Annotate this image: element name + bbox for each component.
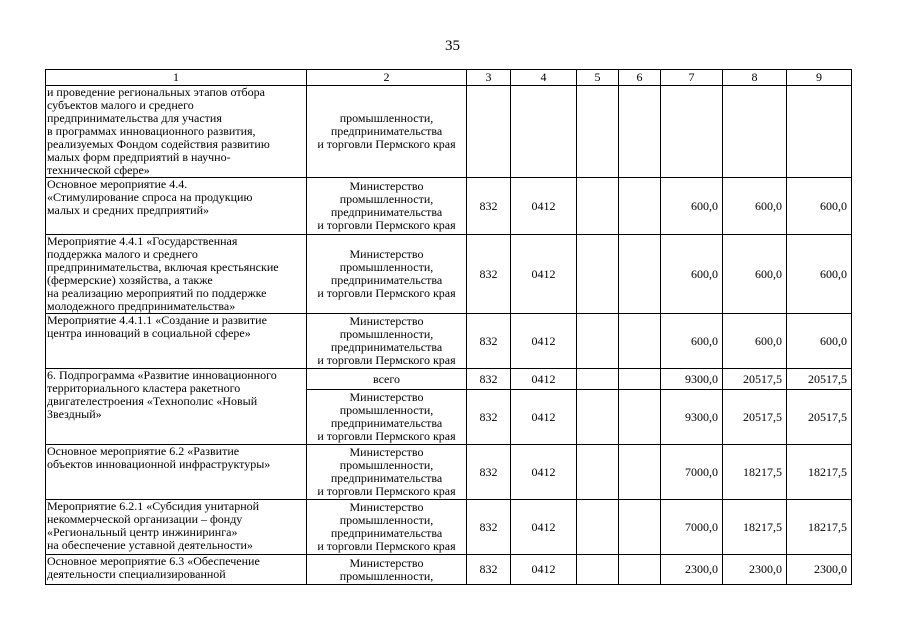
- responsible-org-line: Министерство: [349, 555, 424, 570]
- amount-cell: 600,0: [723, 235, 787, 314]
- amount-cell: 9300,0: [661, 369, 723, 390]
- column-number: 1: [46, 70, 307, 86]
- column-number: 6: [619, 70, 661, 86]
- empty-cell: [577, 445, 619, 500]
- amount-cell: 20517,5: [787, 390, 852, 445]
- budget-table: [45, 69, 852, 585]
- responsible-org-line: предпринимательства: [330, 526, 443, 540]
- code-cell: 832: [467, 500, 511, 555]
- activity-name-line: (фермерские) хозяйства, а также: [47, 273, 213, 287]
- empty-cell: [619, 390, 661, 445]
- amount-cell: 20517,5: [787, 369, 852, 390]
- column-number: 8: [723, 70, 787, 86]
- activity-name-line: малых и средних предприятий»: [47, 203, 210, 217]
- empty-cell: [577, 555, 619, 585]
- empty-cell: [577, 178, 619, 235]
- activity-name-line: территориального кластера ракетного: [47, 381, 241, 395]
- amount-cell: [661, 86, 723, 178]
- section-cell: 0412: [511, 500, 577, 555]
- responsible-org: [307, 390, 467, 445]
- column-number: 4: [511, 70, 577, 86]
- activity-name-line: Мероприятие 4.4.1.1 «Создание и развитие: [47, 313, 267, 327]
- activity-name-line: Мероприятие 4.4.1 «Государственная: [47, 234, 238, 248]
- activity-name-line: Основное мероприятие 6.2 «Развитие: [47, 444, 240, 458]
- responsible-org-line: Министерство: [349, 314, 424, 328]
- responsible-org-line: и торговли Пермского края: [317, 286, 456, 300]
- amount-cell: 7000,0: [661, 445, 723, 500]
- table-row: [46, 314, 852, 369]
- activity-name: [46, 555, 307, 585]
- responsible-org-line: и торговли Пермского края: [317, 137, 456, 151]
- empty-cell: [619, 314, 661, 369]
- responsible-org-line: предпринимательства: [330, 273, 443, 287]
- amount-cell: [787, 86, 852, 178]
- activity-name-line: некоммерческой организации – фонду: [47, 512, 243, 526]
- activity-name-line: предпринимательства для участия: [47, 111, 222, 125]
- empty-cell: [577, 235, 619, 314]
- code-cell: 832: [467, 555, 511, 585]
- section-cell: [511, 86, 577, 178]
- empty-cell: [619, 555, 661, 585]
- activity-name: [46, 235, 307, 314]
- activity-name-line: поддержка малого и среднего: [47, 247, 198, 261]
- responsible-org-line: промышленности,: [339, 513, 434, 527]
- amount-cell: 600,0: [661, 235, 723, 314]
- amount-cell: 2300,0: [787, 555, 852, 585]
- activity-name-line: Мероприятие 6.2.1 «Субсидия унитарной: [47, 499, 260, 513]
- column-number: 3: [467, 70, 511, 86]
- responsible-org: [307, 314, 467, 369]
- amount-cell: 600,0: [787, 314, 852, 369]
- responsible-org-line: промышленности,: [339, 403, 434, 417]
- amount-cell: 2300,0: [661, 555, 723, 585]
- table-row: [46, 445, 852, 500]
- activity-name-line: реализуемых Фондом содействия развитию: [47, 137, 270, 151]
- responsible-org: [307, 178, 467, 235]
- responsible-org-line: Министерство: [349, 445, 424, 459]
- section-cell: 0412: [511, 369, 577, 390]
- responsible-org: [307, 369, 467, 390]
- amount-cell: 18217,5: [723, 500, 787, 555]
- activity-name-line: «Региональный центр инжиниринга»: [47, 525, 238, 539]
- responsible-org-line: и торговли Пермского края: [317, 353, 456, 367]
- empty-cell: [619, 445, 661, 500]
- responsible-org-line: и торговли Пермского края: [317, 218, 456, 232]
- activity-name-line: Основное мероприятие 4.4.: [47, 177, 188, 191]
- responsible-org: [307, 555, 467, 585]
- column-number: 7: [661, 70, 723, 86]
- responsible-org-line: Министерство: [349, 500, 424, 514]
- activity-name: [46, 500, 307, 555]
- responsible-org-line: промышленности,: [339, 458, 434, 472]
- activity-name: [46, 86, 307, 178]
- code-cell: 832: [467, 178, 511, 235]
- responsible-org: [307, 235, 467, 314]
- responsible-org-line: и торговли Пермского края: [317, 484, 456, 498]
- responsible-org-line: предпринимательства: [330, 340, 443, 354]
- amount-cell: [723, 86, 787, 178]
- responsible-org-line: и торговли Пермского края: [317, 539, 456, 553]
- responsible-org-line: промышленности,: [339, 192, 434, 206]
- amount-cell: 18217,5: [787, 500, 852, 555]
- responsible-org: [307, 445, 467, 500]
- empty-cell: [619, 369, 661, 390]
- activity-name-line: «Стимулирование спроса на продукцию: [47, 190, 253, 204]
- activity-name: [46, 445, 307, 500]
- activity-name-line: 6. Подпрограмма «Развитие инновационного: [47, 368, 277, 382]
- amount-cell: 600,0: [787, 235, 852, 314]
- activity-name-line: молодежного предпринимательства»: [47, 299, 236, 313]
- section-cell: 0412: [511, 178, 577, 235]
- table-row: [46, 500, 852, 555]
- responsible-org-line: предпринимательства: [330, 124, 443, 138]
- code-cell: 832: [467, 390, 511, 445]
- code-cell: 832: [467, 369, 511, 390]
- code-cell: 832: [467, 314, 511, 369]
- empty-cell: [619, 235, 661, 314]
- activity-name-line: на обеспечение уставной деятельности»: [47, 538, 253, 552]
- amount-cell: 600,0: [723, 314, 787, 369]
- column-number-row: [46, 70, 852, 86]
- page-number: 35: [445, 38, 460, 54]
- code-cell: 832: [467, 235, 511, 314]
- activity-name-line: и проведение региональных этапов отбора: [47, 85, 265, 99]
- activity-name-line: на реализацию мероприятий по поддержке: [47, 286, 267, 300]
- responsible-org-line: всего: [372, 371, 401, 386]
- empty-cell: [619, 178, 661, 235]
- activity-name: [46, 178, 307, 235]
- responsible-org-line: и торговли Пермского края: [317, 429, 456, 443]
- activity-name-line: технической сфере»: [47, 163, 150, 177]
- amount-cell: 600,0: [787, 178, 852, 235]
- column-number: 5: [577, 70, 619, 86]
- activity-name-line: предпринимательства, включая крестьянские: [47, 260, 279, 274]
- table-row: [46, 86, 852, 178]
- empty-cell: [577, 500, 619, 555]
- empty-cell: [619, 500, 661, 555]
- activity-name: [46, 314, 307, 369]
- amount-cell: 18217,5: [723, 445, 787, 500]
- responsible-org-line: Министерство: [349, 179, 424, 193]
- responsible-org-line: предпринимательства: [330, 471, 443, 485]
- activity-name-line: объектов инновационной инфраструктуры»: [47, 457, 271, 471]
- activity-name-line: в программах инновационного развития,: [47, 124, 256, 138]
- activity-name-line: малых форм предприятий в научно-: [47, 150, 231, 164]
- empty-cell: [577, 314, 619, 369]
- amount-cell: 600,0: [661, 314, 723, 369]
- activity-name: [46, 369, 307, 445]
- section-cell: 0412: [511, 390, 577, 445]
- activity-name-line: центра инноваций в социальной сфере»: [47, 326, 251, 340]
- amount-cell: 9300,0: [661, 390, 723, 445]
- responsible-org-line: промышленности,: [339, 260, 434, 274]
- column-number: 2: [307, 70, 467, 86]
- activity-name-line: двигателестроения «Технополис «Новый: [47, 394, 258, 408]
- amount-cell: 18217,5: [787, 445, 852, 500]
- responsible-org-line: промышленности,: [339, 327, 434, 341]
- empty-cell: [577, 86, 619, 178]
- activity-name-line: Основное мероприятие 6.3 «Обеспечение: [47, 554, 260, 568]
- responsible-org-line: промышленности,: [339, 111, 434, 125]
- empty-cell: [619, 86, 661, 178]
- responsible-org-line: Министерство: [349, 247, 424, 261]
- table-row: [46, 178, 852, 235]
- amount-cell: 7000,0: [661, 500, 723, 555]
- empty-cell: [577, 390, 619, 445]
- section-cell: 0412: [511, 314, 577, 369]
- amount-cell: 600,0: [661, 178, 723, 235]
- activity-name-line: деятельности специализированной: [47, 567, 226, 581]
- table-row: [46, 369, 852, 390]
- table-row: [46, 235, 852, 314]
- responsible-org-line: предпринимательства: [330, 416, 443, 430]
- responsible-org-line: Министерство: [349, 390, 424, 404]
- responsible-org-line: предпринимательства: [330, 205, 443, 219]
- column-number: 9: [787, 70, 852, 86]
- amount-cell: 20517,5: [723, 369, 787, 390]
- activity-name-line: субъектов малого и среднего: [47, 98, 194, 112]
- code-cell: [467, 86, 511, 178]
- activity-name-line: Звездный»: [47, 407, 102, 421]
- empty-cell: [577, 369, 619, 390]
- amount-cell: 20517,5: [723, 390, 787, 445]
- section-cell: 0412: [511, 235, 577, 314]
- responsible-org: [307, 500, 467, 555]
- responsible-org: [307, 86, 467, 178]
- code-cell: 832: [467, 445, 511, 500]
- amount-cell: 2300,0: [723, 555, 787, 585]
- section-cell: 0412: [511, 445, 577, 500]
- section-cell: 0412: [511, 555, 577, 585]
- amount-cell: 600,0: [723, 178, 787, 235]
- table-row: [46, 555, 852, 585]
- responsible-org-line: промышленности,: [339, 568, 434, 583]
